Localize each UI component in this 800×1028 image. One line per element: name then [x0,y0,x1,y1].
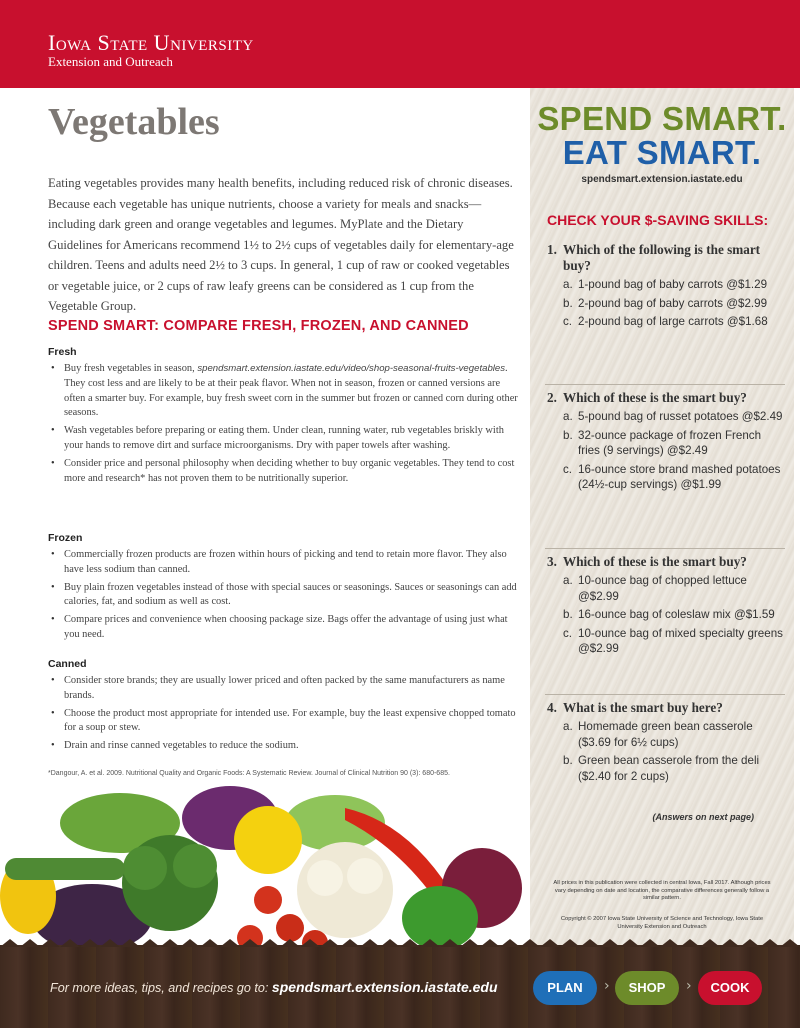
list-item: • Buy plain frozen vegetables instead of those with special sauces or seasonings. Sauces or seasonings can add calories, fat, and sodium as well as cost. [48,581,518,611]
copyright-note: Copyright © 2007 Iowa State University of Science and Technology, Iowa State University Extension and Outreach [560,916,764,930]
brand-eat-smart: EAT SMART. [562,134,762,171]
chevron-right-icon: › [604,978,610,994]
extension-subtitle: Extension and Outreach [48,54,173,69]
cook-button[interactable]: COOK [698,971,762,1005]
list-item: • Buy fresh vegetables in season, spendsmart.extension.iastate.edu/video/shop-seasonal-fruits-vegetables. They cost less and are likely to be at their peak flavor. When not in season, frozen or canned versions are often a smarter buy. For example, buy fresh sweet corn in the summer but frozen or canned corn during other seasons. [48,362,518,421]
list-item: • Consider price and personal philosophy when deciding whether to buy organic vegetables. They tend to cost more and research* has not proven them to be nutritionally superior. [48,457,518,487]
question-text: Which of these is the smart buy? [563,554,747,569]
answers-note: (Answers on next page) [652,812,754,822]
group-heading: Fresh [48,346,77,358]
answer-option: a. 5-pound bag of russet potatoes @$2.49 [563,410,783,423]
section-heading: SPEND SMART: COMPARE FRESH, FROZEN, AND CANNED [48,318,469,334]
group-canned [48,658,518,757]
answer-option: b. Green bean casserole from the deli ($2.40 for 2 cups) [563,754,760,783]
shop-button[interactable]: SHOP [615,971,679,1005]
price-note: All prices in this publication were collected in central Iowa, Fall 2017. Although prices vary depending on date and location, the comparative differences generally follow a similar pattern. [553,880,771,901]
question-text: Which of the following is the smart buy? [563,242,761,273]
quiz-question-4: 4. What is the smart buy here? a. Homemade green bean casserole ($3.69 for 6½ cups) b. Green bean casserole from the deli ($2.40 for 2 cups) [547,700,785,784]
list-item: • Consider store brands; they are usually lower priced and often packed by the same manufacturers as name brands. [48,674,518,704]
brand-spend-smart: SPEND SMART. [537,100,787,137]
divider [545,384,785,385]
answer-option: b. 2-pound bag of baby carrots @$2.99 [563,296,768,310]
answer-option: a. 10-ounce bag of chopped lettuce @$2.99 [563,574,747,603]
main-column [0,88,530,788]
vegetables-image [0,778,540,958]
answer-option: c. 10-ounce bag of mixed specialty greens @$2.99 [563,626,783,655]
divider [545,548,785,549]
footnote: *Dangour, A. et al. 2009. Nutritional Quality and Organic Foods: A Systematic Review. Journal of Clinical Nutrition 90 (3): 680-685. [48,770,450,777]
footer-bar [0,945,800,1028]
divider [545,694,785,695]
sidebar-url[interactable]: spendsmart.extension.iastate.edu [581,174,743,185]
question-text: What is the smart buy here? [563,700,723,715]
answer-option: b. 32-ounce package of frozen French fries (9 servings) @$2.49 [563,428,762,457]
list-item: • Wash vegetables before preparing or eating them. Under clean, running water, rub vegetables briskly with your hands to remove dirt and surface microorganisms. Dry with paper towels after washing. [48,424,518,454]
plan-button[interactable]: PLAN [533,971,597,1005]
answer-option: c. 16-ounce store brand mashed potatoes (24½-cup servings) @$1.99 [563,462,781,491]
group-fresh [48,346,518,489]
zigzag-edge [0,937,800,947]
list-item: • Compare prices and convenience when choosing package size. Bags offer the advantage of using just what you need. [48,613,518,643]
answer-option: a. 1-pound bag of baby carrots @$1.29 [563,278,768,291]
list-item: • Commercially frozen products are frozen within hours of picking and tend to retain more flavor. They also have less sodium than canned. [48,548,518,578]
intro-paragraph: Eating vegetables provides many health benefits, including reduced risk of chronic diseases. Because each vegetable has unique nutrients, choose a variety for meals and snacks—including dark green and orange vegetables and legumes. MyPlate and the Dietary Guidelines for Americans recommend 1½ to 2½ cups of vegetables daily for elementary-age children. Teens and adults need 2½ to 3 cups. In general, 1 cup of raw or cooked vegetables or vegetable juice, or 2 cups of raw leafy greens can be considered as 1 cup from the Vegetable Group. [48,176,514,313]
header-banner [0,0,800,88]
sidebar-quiz [530,88,794,948]
chevron-right-icon: › [686,978,692,994]
quiz-question-2: 2. Which of these is the smart buy? a. 5-pound bag of russet potatoes @$2.49 b. 32-ounce package of frozen French fries (9 servings) @$2.49 c. 16-ounce store brand mashed potatoes (24½-cup servings) @$1.99 [547,390,785,493]
seasonal-link[interactable]: spendsmart.extension.iastate.edu/video/shop-seasonal-fruits-vegetables [197,363,506,374]
answer-option: a. Homemade green bean casserole ($3.69 for 6½ cups) [563,720,753,749]
footer-more-text: For more ideas, tips, and recipes go to: spendsmart.extension.iastate.edu [50,979,498,995]
answer-option: b. 16-ounce bag of coleslaw mix @$1.59 [563,608,775,621]
group-frozen [48,532,518,646]
list-item: • Choose the product most appropriate for intended use. For example, buy the least expensive chopped tomato for a soup or stew. [48,707,518,737]
quiz-heading: CHECK YOUR $-SAVING SKILLS: [547,212,769,228]
question-text: Which of these is the smart buy? [563,390,747,405]
quiz-question-1: 1. Which of the following is the smart buy? a. 1-pound bag of baby carrots @$1.29 b. 2-pound bag of baby carrots @$2.99 c. 2-pound bag of large carrots @$1.68 [547,242,785,330]
group-heading: Frozen [48,532,83,544]
list-item: • Drain and rinse canned vegetables to reduce the sodium. [48,739,518,754]
university-logo-text: Iowa State University [48,30,254,55]
page-title: Vegetables [48,101,220,143]
footer-url-link[interactable]: spendsmart.extension.iastate.edu [271,979,498,995]
answer-option: c. 2-pound bag of large carrots @$1.68 [563,315,768,328]
group-heading: Canned [48,658,87,670]
quiz-question-3: 3. Which of these is the smart buy? a. 10-ounce bag of chopped lettuce @$2.99 b. 16-ounce bag of coleslaw mix @$1.59 c. 10-ounce bag of mixed specialty greens @$2.99 [547,554,785,657]
